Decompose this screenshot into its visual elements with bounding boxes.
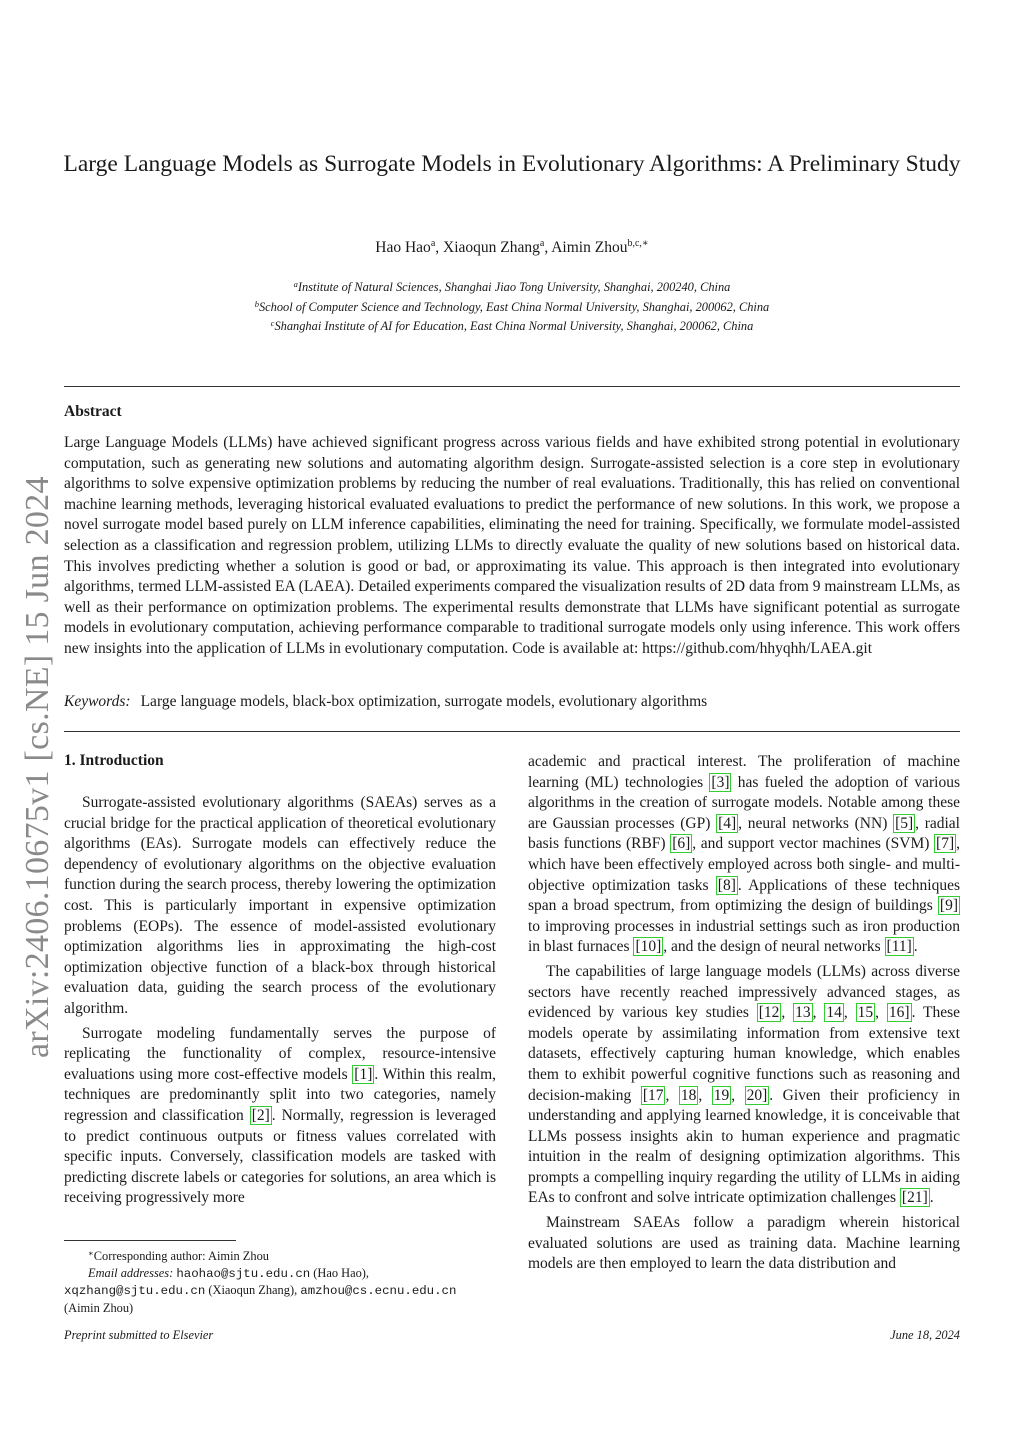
section-heading: 1. Introduction xyxy=(64,752,164,769)
paragraph: The capabilities of large language models (LLMs) across diverse sectors have recently reached impressively advanced stages, as evidenced by various key studies [12 , 13 , 14 , 15 , 16] . These models operate by assimilating information from extensive text datasets, effectively capturing human knowledge, which enables them to exhibit powerful cognitive functions such as reasoning and decision-making [17 , 18 , 19 , 20] . Given their proficiency in understanding and applying learned knowledge, it is conceivable that LLMs possess insights akin to human experience and pragmatic intuition in the realm of designing optimization algorithms. This prompts a compelling inquiry regarding the utility of LLMs in aiding EAs to confront and solve intricate optimization challenges [21] . xyxy=(528,962,961,1207)
author-list: Hao Hao$^a$, Xiaoqun Zhang$^a$, Aimin Zhou$^{b,c,∗}$ xyxy=(375,238,649,256)
paragraph: Surrogate modeling fundamentally serves the purpose of replicating the functionality of complex, resource-intensive evaluations using more cost-effective models [1] . Within this realm, techniques are predominantly split into two categories, namely regression and classification [2] . Normally, regression is leveraged to predict continuous outputs or fitness values correlated with specific inputs. Conversely, classification models are tasked with predicting discrete labels or categories for solutions, an area which is receiving progressively more xyxy=(64,1024,497,1207)
citation-link[interactable]: [10] xyxy=(635,938,662,956)
paper-title: Large Language Models as Surrogate Models in Evolutionary Algorithms: A Preliminary Study xyxy=(63,151,961,177)
citation-link[interactable]: [1] xyxy=(354,1065,373,1083)
paragraph: Surrogate-assisted evolutionary algorithms (SAEAs) serves as a crucial bridge for the practical application of theoretical evolutionary algorithms (EAs). Surrogate models can effectively reduce the dependency of evolutionary algorithms on the objective evaluation function during the search process, thereby lowering the optimization cost. This is particularly important in expensive optimization problems (EOPs). The essence of model-assisted evolutionary optimization algorithms lies in approximating the high-cost optimization objective function of a black-box through historical evaluation data, guiding the search process of the evolutionary algorithm. xyxy=(64,794,496,1017)
author-affil-mark: a xyxy=(539,238,545,249)
keywords-text: Large language models, black-box optimization, surrogate models, evolutionary algorithms xyxy=(140,693,708,710)
citation-link[interactable]: 16] xyxy=(888,1004,910,1022)
email-link[interactable]: amzhou@cs.ecnu.edu.cn xyxy=(300,1284,457,1299)
citation-link[interactable]: 18 xyxy=(680,1086,697,1104)
bottom-rule xyxy=(64,731,960,732)
affiliations xyxy=(60,276,964,335)
citation-link[interactable]: [17 xyxy=(642,1086,664,1104)
citation-link[interactable]: [11] xyxy=(886,938,912,956)
footnote-rule xyxy=(64,1240,236,1241)
citation-link[interactable]: [8] xyxy=(717,876,736,894)
left-column xyxy=(64,793,496,1213)
citation-link[interactable]: 13 xyxy=(795,1004,811,1022)
keywords-label: Keywords: xyxy=(64,693,131,710)
author-affil-mark: b,c,∗ xyxy=(627,238,649,249)
email-link[interactable]: xqzhang@sjtu.edu.cn xyxy=(64,1284,206,1299)
footer-right: June 18, 2024 xyxy=(890,1328,960,1342)
citation-link[interactable]: [9] xyxy=(939,897,958,915)
keywords xyxy=(64,693,960,711)
author-name: Xiaoqun Zhang xyxy=(443,239,540,256)
affiliation: $^a$Institute of Natural Sciences, Shanghai Jiao Tong University, Shanghai, 200240, China xyxy=(293,279,731,294)
paragraph: academic and practical interest. The proliferation of machine learning (ML) technologies [3] has fueled the adoption of various algorithms in the creation of surrogate models. Notable among these are Gaussian processes (GP) [4] , neural networks (NN) [5] , radial basis functions (RBF) [6] , and support vector machines (SVM) [7] , which have been effectively employed across both single- and multi-objective optimization tasks [8] . Applications of these techniques span a broad spectrum, from optimizing the design of buildings [9] to improving processes in industrial settings such as iron production in blast furnaces [10] , and the design of neural networks [11] . xyxy=(528,753,960,956)
citation-link[interactable]: 14 xyxy=(826,1004,842,1022)
abstract-body: Large Language Models (LLMs) have achieved significant progress across various fields and have exhibited strong potential in evolutionary computation, such as generating new solutions and automating algorithm design. Surrogate-assisted selection is a core step in evolutionary algorithms to solve expensive optimization problems by reducing the number of real evaluations. Traditionally, this has relied on conventional machine learning methods, leveraging historical evaluated evaluations to predict the performance of new solutions. In this work, we propose a novel surrogate model based purely on LLM inference capabilities, eliminating the need for training. Specifically, we formulate model-assisted selection as a classification and regression problem, utilizing LLMs to directly evaluate the quality of new solutions based on historical data. This involves predicting whether a solution is good or bad, or approximating its value. This approach is then integrated into evolutionary algorithms, termed LLM-assisted EA (LAEA). Detailed experiments compared the visualization results of 2D data from 9 mainstream LLMs, as well as their performance on optimization problems. The experimental results demonstrate that LLMs have significant potential as surrogate models in evolutionary computation, achieving performance comparable to traditional surrogate models only using inference. This work offers new insights into the application of LLMs in evolutionary computation. Code is available at: https://github.com/hhyqhh/LAEA.git xyxy=(64,434,960,657)
citation-link[interactable]: [21] xyxy=(901,1189,928,1207)
citation-link[interactable]: [7] xyxy=(936,835,955,853)
abstract-heading: Abstract xyxy=(64,403,122,420)
citation-link[interactable]: 20] xyxy=(746,1086,768,1104)
author-affil-mark: a xyxy=(430,238,436,249)
author-name: Hao Hao xyxy=(375,239,431,256)
author-name: Aimin Zhou xyxy=(551,239,628,256)
corresponding-author: Corresponding author: Aimin Zhou xyxy=(93,1249,269,1263)
citation-link[interactable]: [6] xyxy=(672,835,691,853)
citation-link[interactable]: [12 xyxy=(758,1004,780,1022)
arxiv-stamp: arXiv:2406.10675v1 [cs.NE] 15 Jun 2024 xyxy=(19,476,56,1058)
citation-link[interactable]: [5] xyxy=(895,814,914,832)
footnote: ∗Corresponding author: Aimin Zhou Email addresses: haohao@sjtu.edu.cn (Hao Hao), xqzhang@sjtu.edu.cn (Xiaoqun Zhang), amzhou@cs.ecnu.edu.cn (Aimin Zhou) xyxy=(64,1248,457,1315)
right-column xyxy=(528,752,960,1279)
paragraph: Mainstream SAEAs follow a paradigm wherein historical evaluated solutions are used as training data. Machine learning models are then employed to learn the data distribution and xyxy=(528,1214,960,1273)
top-rule xyxy=(64,386,960,387)
affiliation: $^b$School of Computer Science and Technology, East China Normal University, Shanghai, 200062, China xyxy=(254,298,770,314)
citation-link[interactable]: [2] xyxy=(251,1106,270,1124)
citation-link[interactable]: 15 xyxy=(857,1004,874,1022)
footer-left: Preprint submitted to Elsevier xyxy=(64,1328,214,1342)
citation-link[interactable]: [4] xyxy=(718,814,737,832)
citation-link[interactable]: 19 xyxy=(713,1086,730,1104)
email-link[interactable]: haohao@sjtu.edu.cn xyxy=(176,1266,311,1281)
affiliation: $^c$Shanghai Institute of AI for Education, East China Normal University, Shanghai, 200062, China xyxy=(270,318,754,333)
citation-link[interactable]: [3] xyxy=(711,773,730,791)
